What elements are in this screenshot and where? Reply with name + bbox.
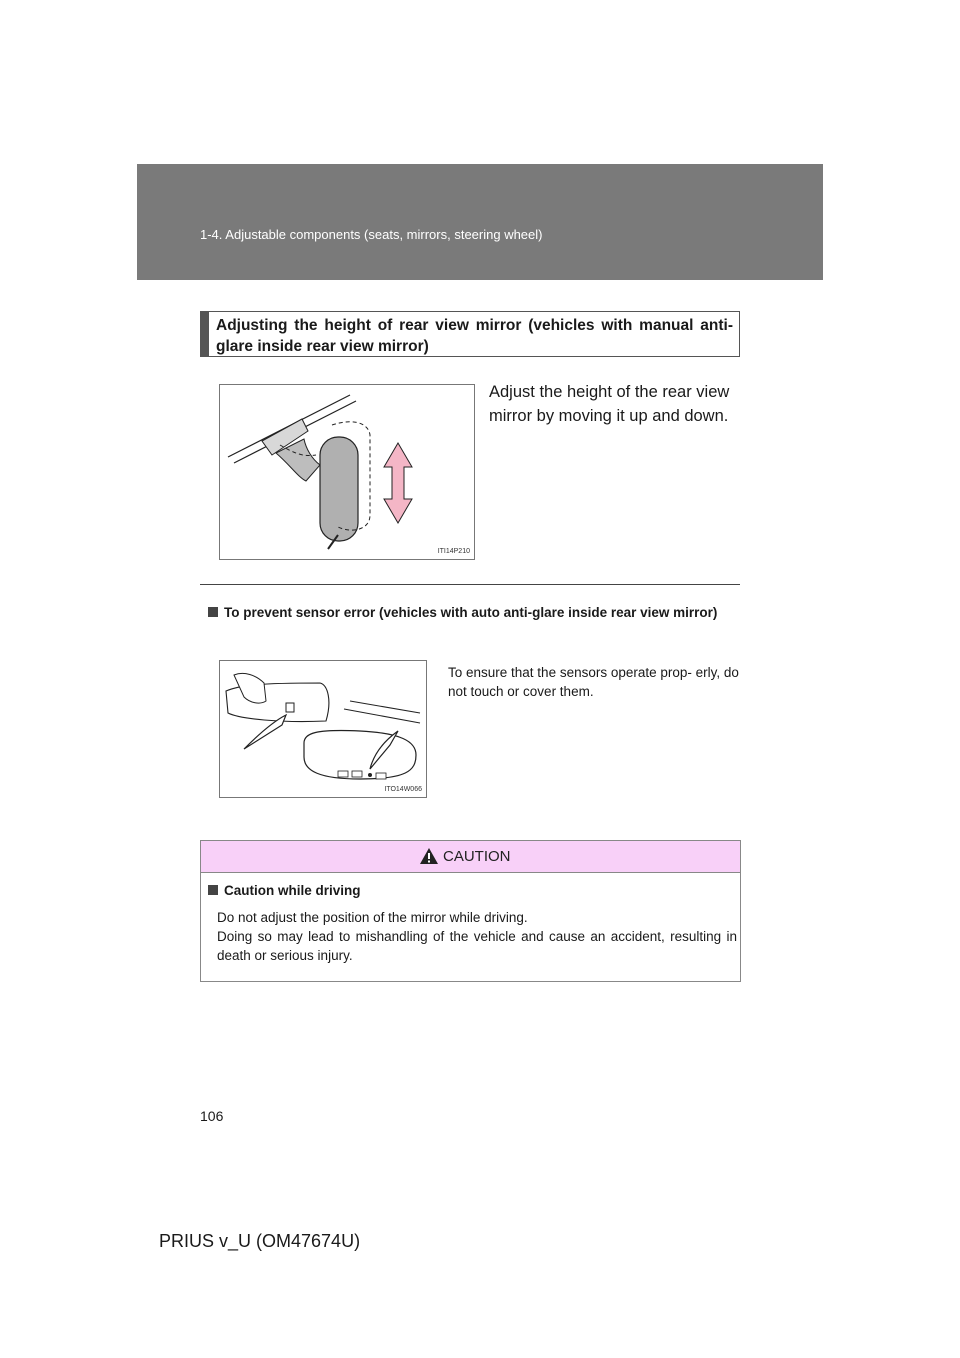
section-body-text: Adjust the height of the rear view mirror by moving it up and down. xyxy=(489,383,730,425)
note-heading xyxy=(208,603,740,622)
figure-code: ITI14P210 xyxy=(437,548,470,555)
divider xyxy=(200,584,740,585)
section-heading-text: Adjusting the height of rear view mirror (vehicles with manual anti-glare inside rear view mirror) xyxy=(216,317,733,355)
mirror-height-illustration xyxy=(220,385,476,561)
mirror-height-figure xyxy=(219,384,475,560)
note-body-text: To ensure that the sensors operate prop- erly, do not touch or cover them. xyxy=(448,665,739,699)
square-bullet-icon xyxy=(208,607,218,617)
page-number: 106 xyxy=(200,1108,224,1124)
warning-icon xyxy=(419,847,439,865)
figure-code: ITO14W066 xyxy=(384,786,422,793)
mirror-sensor-figure xyxy=(219,660,427,798)
note-heading-text: To prevent sensor error (vehicles with auto anti-glare inside rear view mirror) xyxy=(224,605,718,620)
section-header: 1-4. Adjustable components (seats, mirrors, steering wheel) xyxy=(200,227,543,242)
caution-line-2: Doing so may lead to mishandling of the vehicle and cause an accident, resulting in death or serious injury. xyxy=(217,929,737,963)
caution-title: CAUTION xyxy=(443,848,511,865)
caution-text xyxy=(217,908,737,965)
square-bullet-icon xyxy=(208,885,218,895)
header-band xyxy=(137,164,823,280)
caution-item-heading xyxy=(208,883,361,898)
section-heading xyxy=(200,311,740,357)
heading-bar xyxy=(201,312,209,356)
caution-header xyxy=(201,841,740,873)
caution-box xyxy=(200,840,741,982)
caution-line-1: Do not adjust the position of the mirror while driving. xyxy=(217,910,528,925)
footer-model: PRIUS v_U (OM47674U) xyxy=(159,1231,361,1251)
caution-item-text: Caution while driving xyxy=(224,883,361,898)
mirror-sensor-illustration xyxy=(220,661,428,799)
